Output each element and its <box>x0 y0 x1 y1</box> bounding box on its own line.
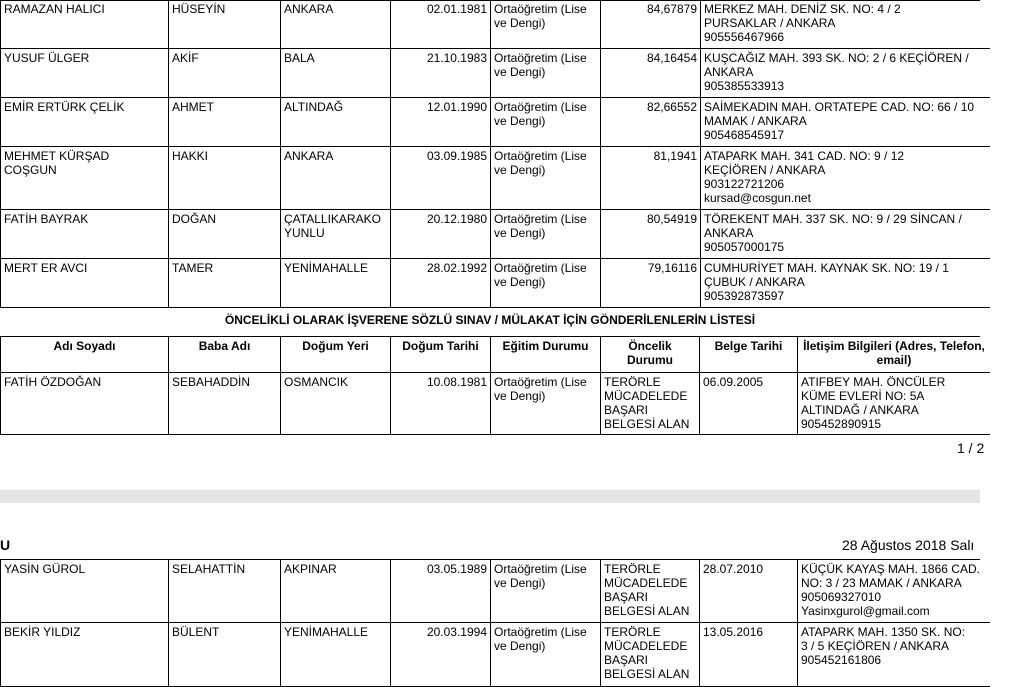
page2-cell-doc_date: 28.07.2010 <box>699 560 797 623</box>
priority-cell-father: SEBAHADDİN <box>168 373 280 435</box>
table-cell-score: 81,1941 <box>600 147 700 210</box>
table-cell-father: HÜSEYİN <box>168 0 280 49</box>
page2-cell-father: SELAHATTİN <box>168 560 280 623</box>
table-cell-name: RAMAZAN HALICI <box>0 0 168 49</box>
priority-cell-priority: TERÖRLE MÜCADELEDE BAŞARI BELGESİ ALAN <box>600 373 699 435</box>
table-cell-father: AKİF <box>168 49 280 98</box>
page2-cell-edu: Ortaöğretim (Lise ve Dengi) <box>490 623 600 687</box>
priority-cell-doc_date: 06.09.2005 <box>699 373 797 435</box>
table-cell-date: 21.10.1983 <box>390 49 490 98</box>
table-cell-edu: Ortaöğretim (Lise ve Dengi) <box>490 0 600 49</box>
column-header-place: Doğum Yeri <box>280 337 390 373</box>
table-cell-name: YUSUF ÜLGER <box>0 49 168 98</box>
table-cell-place: YENİMAHALLE <box>280 259 390 308</box>
table-cell-score: 80,54919 <box>600 210 700 259</box>
page2-cell-name: YASİN GÜROL <box>0 560 168 623</box>
page2-cell-date: 20.03.1994 <box>390 623 490 687</box>
page2-date: 28 Ağustos 2018 Salı <box>842 537 975 553</box>
table-cell-edu: Ortaöğretim (Lise ve Dengi) <box>490 259 600 308</box>
column-header-priority: Öncelik Durumu <box>600 337 699 373</box>
section-title: ÖNCELİKLİ OLARAK İŞVERENE SÖZLÜ SINAV / MÜLAKAT İÇİN GÖNDERİLENLERİN LİSTESİ <box>224 313 756 327</box>
table-cell-contact: CUMHURİYET MAH. KAYNAK SK. NO: 19 / 1 ÇUBUK / ANKARA 905392873597 <box>700 259 990 308</box>
table-cell-father: TAMER <box>168 259 280 308</box>
column-header-name: Adı Soyadı <box>0 337 168 373</box>
column-header-date: Doğum Tarihi <box>390 337 490 373</box>
table-cell-date: 02.01.1981 <box>390 0 490 49</box>
table-cell-date: 20.12.1980 <box>390 210 490 259</box>
table-cell-contact: TÖREKENT MAH. 337 SK. NO: 9 / 29 SİNCAN / ANKARA 905057000175 <box>700 210 990 259</box>
column-header-doc_date: Belge Tarihi <box>699 337 797 373</box>
table-cell-score: 82,66552 <box>600 98 700 147</box>
table-cell-name: MEHMET KÜRŞAD COŞGUN <box>0 147 168 210</box>
table-cell-father: HAKKI <box>168 147 280 210</box>
page2-cell-priority: TERÖRLE MÜCADELEDE BAŞARI BELGESİ ALAN <box>600 623 699 687</box>
page2-cell-contact: KÜÇÜK KAYAŞ MAH. 1866 CAD. NO: 3 / 23 MAMAK / ANKARA 905069327010 Yasinxgurol@gmail.com <box>797 560 990 623</box>
table-cell-name: MERT ER AVCI <box>0 259 168 308</box>
table-cell-date: 12.01.1990 <box>390 98 490 147</box>
page2-cell-date: 03.05.1989 <box>390 560 490 623</box>
page-separator <box>0 490 980 503</box>
document-page-2 <box>0 503 980 687</box>
column-header-father: Baba Adı <box>168 337 280 373</box>
table-cell-place: BALA <box>280 49 390 98</box>
priority-cell-edu: Ortaöğretim (Lise ve Dengi) <box>490 373 600 435</box>
table-cell-score: 84,67879 <box>600 0 700 49</box>
page2-cell-doc_date: 13.05.2016 <box>699 623 797 687</box>
table-cell-father: AHMET <box>168 98 280 147</box>
table-cell-edu: Ortaöğretim (Lise ve Dengi) <box>490 147 600 210</box>
page2-heading: U <box>0 537 11 553</box>
table-cell-date: 28.02.1992 <box>390 259 490 308</box>
page-number: 1 / 2 <box>957 440 985 456</box>
table-cell-score: 79,16116 <box>600 259 700 308</box>
table-cell-contact: KUŞCAĞIZ MAH. 393 SK. NO: 2 / 6 KEÇİÖREN / ANKARA 905385533913 <box>700 49 990 98</box>
column-header-contact: İletişim Bilgileri (Adres, Telefon, email) <box>797 337 990 373</box>
table-cell-date: 03.09.1985 <box>390 147 490 210</box>
page2-cell-priority: TERÖRLE MÜCADELEDE BAŞARI BELGESİ ALAN <box>600 560 699 623</box>
page2-cell-father: BÜLENT <box>168 623 280 687</box>
table-cell-place: ÇATALLIKARAKO YUNLU <box>280 210 390 259</box>
table-cell-father: DOĞAN <box>168 210 280 259</box>
table-cell-contact: ATAPARK MAH. 341 CAD. NO: 9 / 12 KEÇİÖREN / ANKARA 903122721206 kursad@cosgun.net <box>700 147 990 210</box>
table-cell-contact: MERKEZ MAH. DENİZ SK. NO: 4 / 2 PURSAKLAR / ANKARA 905556467966 <box>700 0 990 49</box>
priority-cell-date: 10.08.1981 <box>390 373 490 435</box>
page2-cell-contact: ATAPARK MAH. 1350 SK. NO: 3 / 5 KEÇİÖREN / ANKARA 905452161806 <box>797 623 990 687</box>
table-cell-place: ALTINDAĞ <box>280 98 390 147</box>
table-cell-name: EMİR ERTÜRK ÇELİK <box>0 98 168 147</box>
page2-cell-place: YENİMAHALLE <box>280 623 390 687</box>
table-cell-name: FATİH BAYRAK <box>0 210 168 259</box>
column-header-edu: Eğitim Durumu <box>490 337 600 373</box>
table-cell-edu: Ortaöğretim (Lise ve Dengi) <box>490 49 600 98</box>
table-cell-contact: SAİMEKADIN MAH. ORTATEPE CAD. NO: 66 / 10 MAMAK / ANKARA 905468545917 <box>700 98 990 147</box>
page2-cell-edu: Ortaöğretim (Lise ve Dengi) <box>490 560 600 623</box>
page2-cell-place: AKPINAR <box>280 560 390 623</box>
table-cell-edu: Ortaöğretim (Lise ve Dengi) <box>490 210 600 259</box>
table-cell-place: ANKARA <box>280 0 390 49</box>
priority-cell-name: FATİH ÖZDOĞAN <box>0 373 168 435</box>
table-cell-score: 84,16454 <box>600 49 700 98</box>
page2-cell-name: BEKİR YILDIZ <box>0 623 168 687</box>
priority-cell-place: OSMANCIK <box>280 373 390 435</box>
table-cell-edu: Ortaöğretim (Lise ve Dengi) <box>490 98 600 147</box>
priority-cell-contact: ATIFBEY MAH. ÖNCÜLER KÜME EVLERİ NO: 5A ALTINDAĞ / ANKARA 905452890915 <box>797 373 990 435</box>
table-cell-place: ANKARA <box>280 147 390 210</box>
